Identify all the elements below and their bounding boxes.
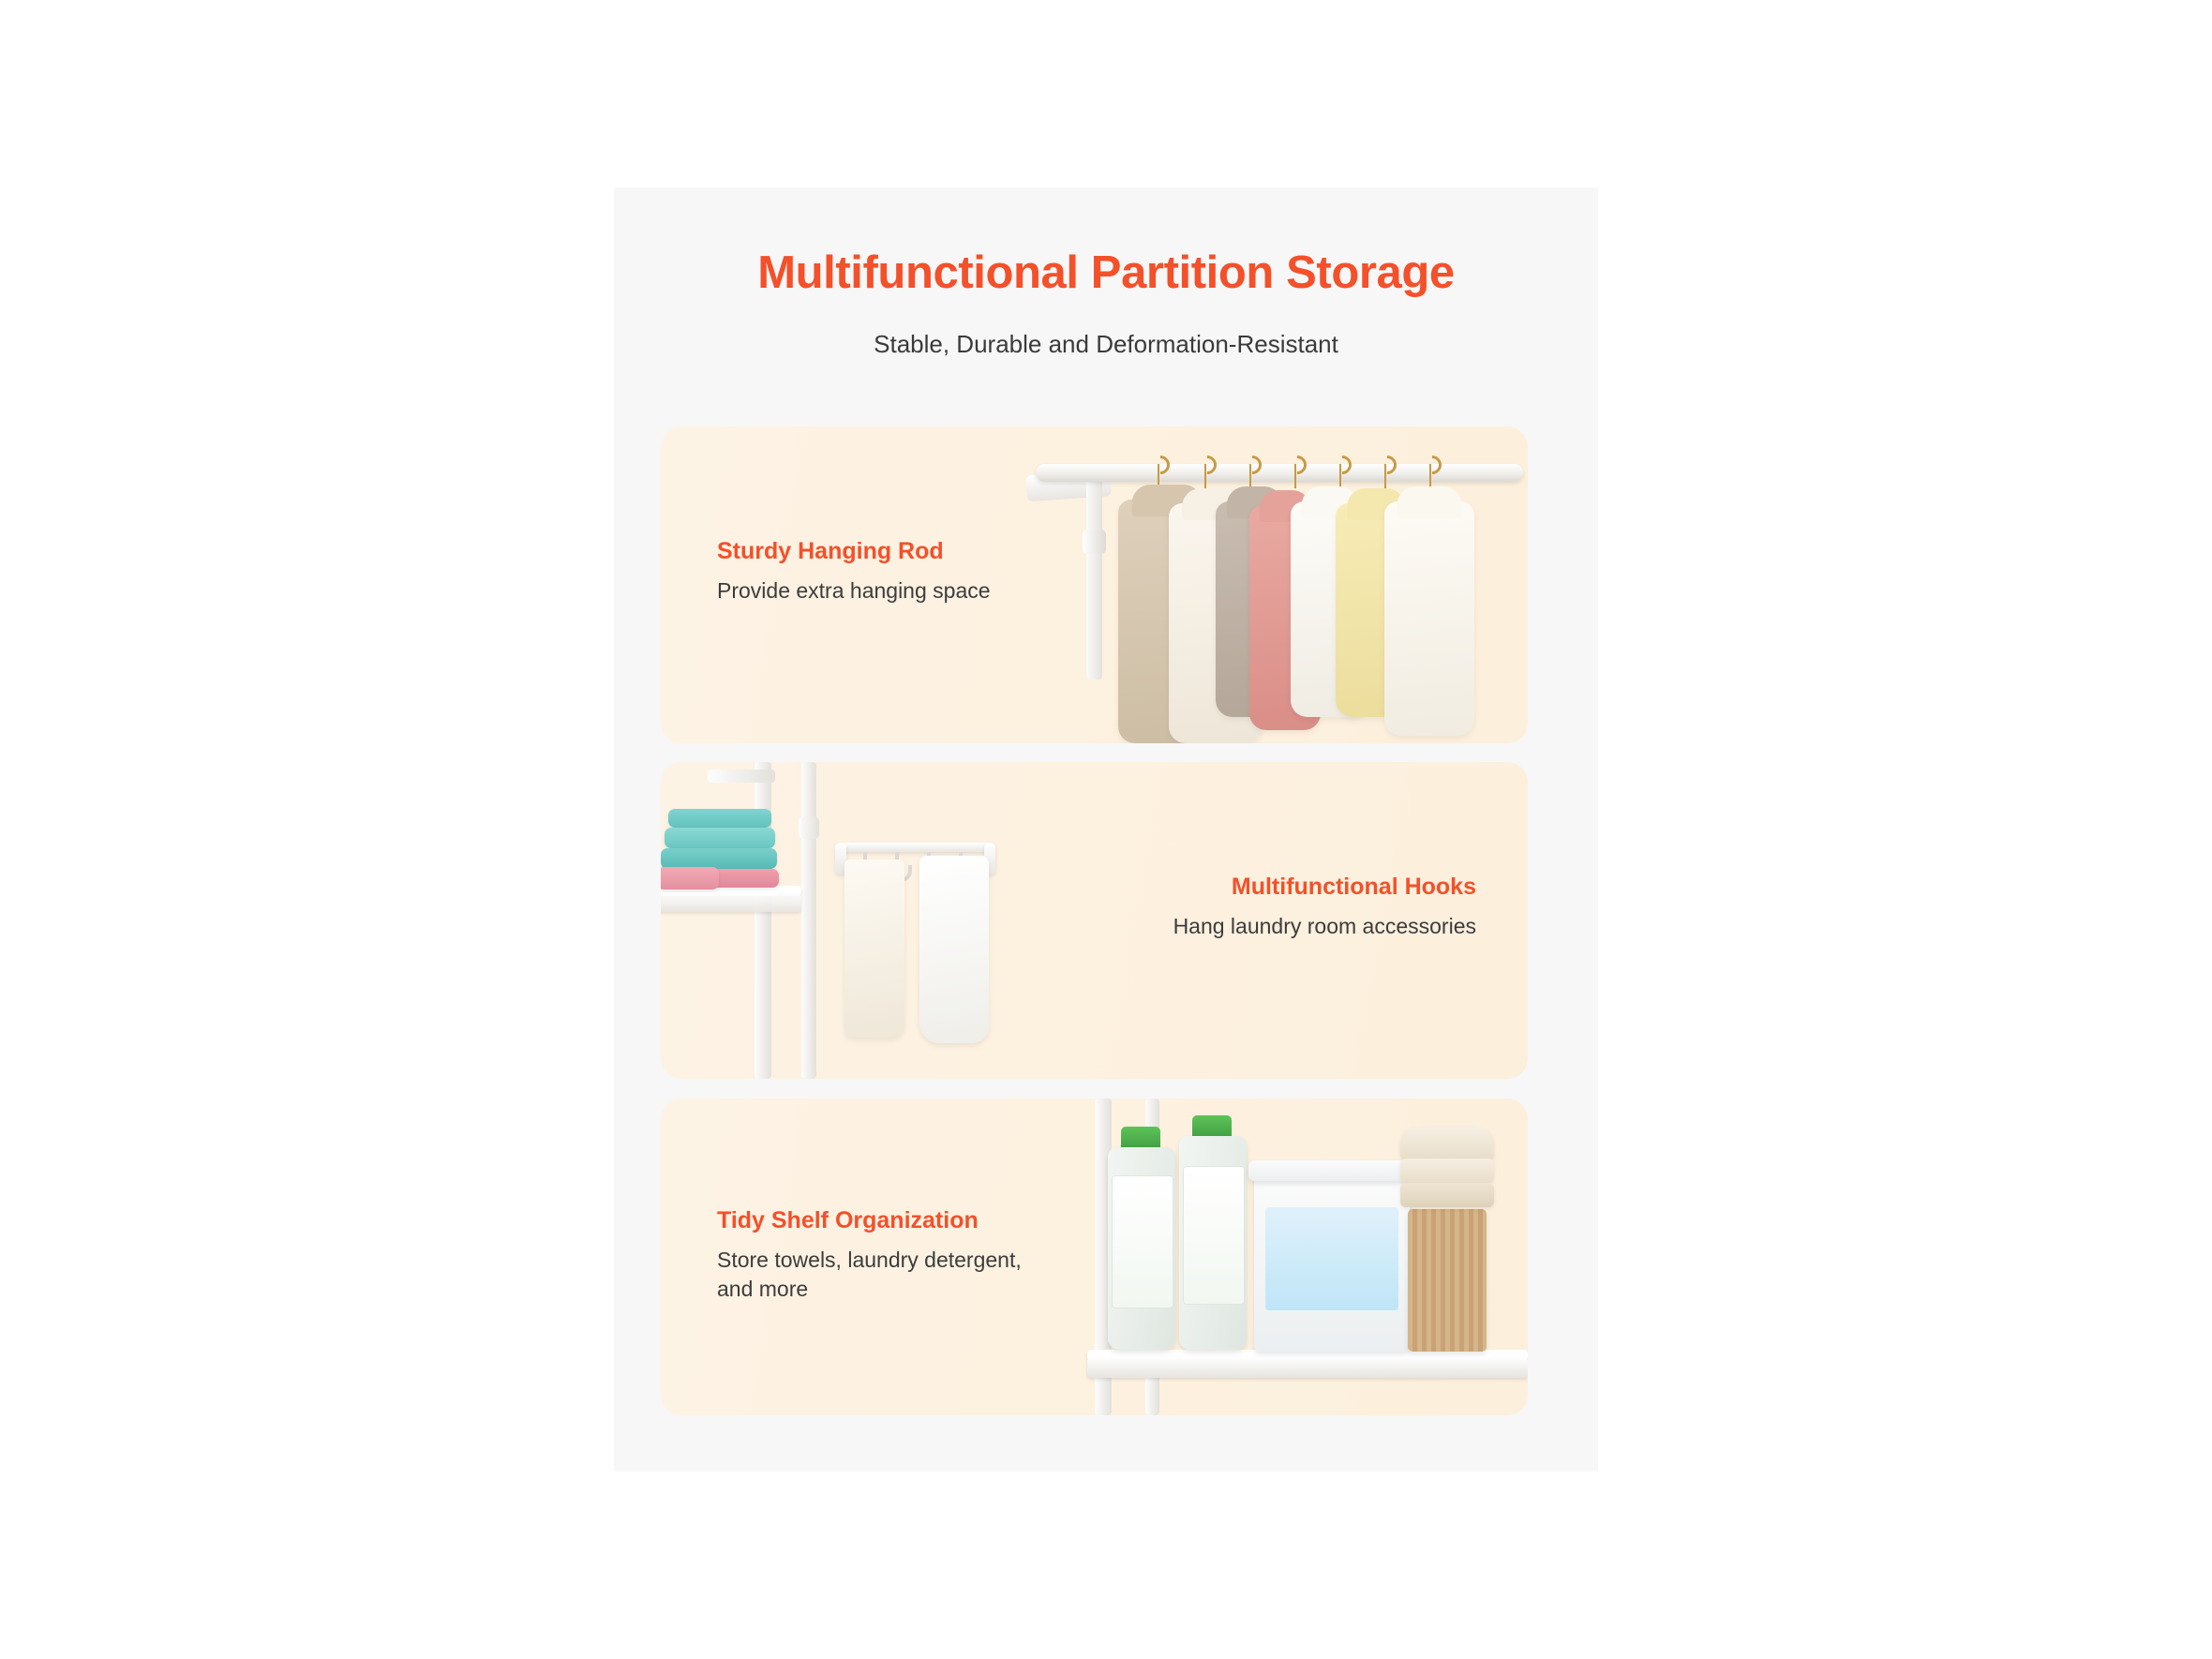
wire-shelf-frame [661,893,801,912]
tub-label [1265,1207,1398,1310]
pole-collar [799,816,819,839]
feature-text-shelf [717,1206,1045,1304]
feature-title: Tidy Shelf Organization [717,1207,979,1233]
page-subtitle: Stable, Durable and Deformation-Resistant [874,330,1338,358]
feature-title: Sturdy Hanging Rod [717,538,944,564]
feature-description: Provide extra hanging space [717,578,991,603]
hanger-icon [1294,464,1296,488]
shelf-top-bracket [708,770,775,783]
shelf-pole-right [801,762,816,1079]
folded-linen [1400,1183,1494,1207]
detergent-bottle [1108,1147,1175,1350]
shelf-illustration [1078,1099,1528,1415]
hanger-icon [1204,464,1206,488]
folded-towel-pink [661,867,719,889]
detergent-bottle [1179,1136,1247,1350]
bottle-label [1112,1175,1173,1308]
feature-title: Multifunctional Hooks [1231,874,1476,900]
folded-towel-teal [668,809,771,828]
page-title: Multifunctional Partition Storage [757,247,1455,298]
wire-shelf-frame [1087,1357,1528,1378]
hanging-towel-beige [844,859,904,1038]
garment-shirt-ivory [1384,501,1474,736]
feature-card-hooks [661,762,1528,1079]
hanger-icon [1339,464,1341,488]
garment-shoulder [1397,486,1461,518]
feature-text-hooks [1158,873,1476,941]
rod-vertical-post [1086,473,1102,680]
woven-basket [1408,1209,1487,1352]
hooks-illustration [661,762,1172,1079]
folded-towel-teal [665,828,775,848]
storage-tub [1254,1172,1410,1352]
folded-linen [1400,1127,1494,1160]
bottle-label [1183,1166,1244,1305]
feature-description: Store towels, laundry detergent, and more [717,1248,1022,1302]
feature-text-hanging-rod [717,537,1026,605]
hanging-rod-illustration [1017,426,1528,743]
hanging-rod-bar [1036,464,1523,482]
hanger-icon [1429,464,1431,488]
folded-linen [1400,1158,1494,1183]
feature-card-shelf [661,1099,1528,1415]
storage-tub-lid [1248,1160,1415,1181]
feature-description: Hang laundry room accessories [1173,914,1476,938]
feature-card-hanging-rod [661,426,1528,743]
hanging-towel-white [919,856,989,1043]
hanger-icon [1384,464,1386,488]
folded-towel-teal [661,848,777,869]
hook-rail [839,843,994,852]
rod-collar [1083,530,1106,554]
hanger-icon [1249,464,1251,488]
